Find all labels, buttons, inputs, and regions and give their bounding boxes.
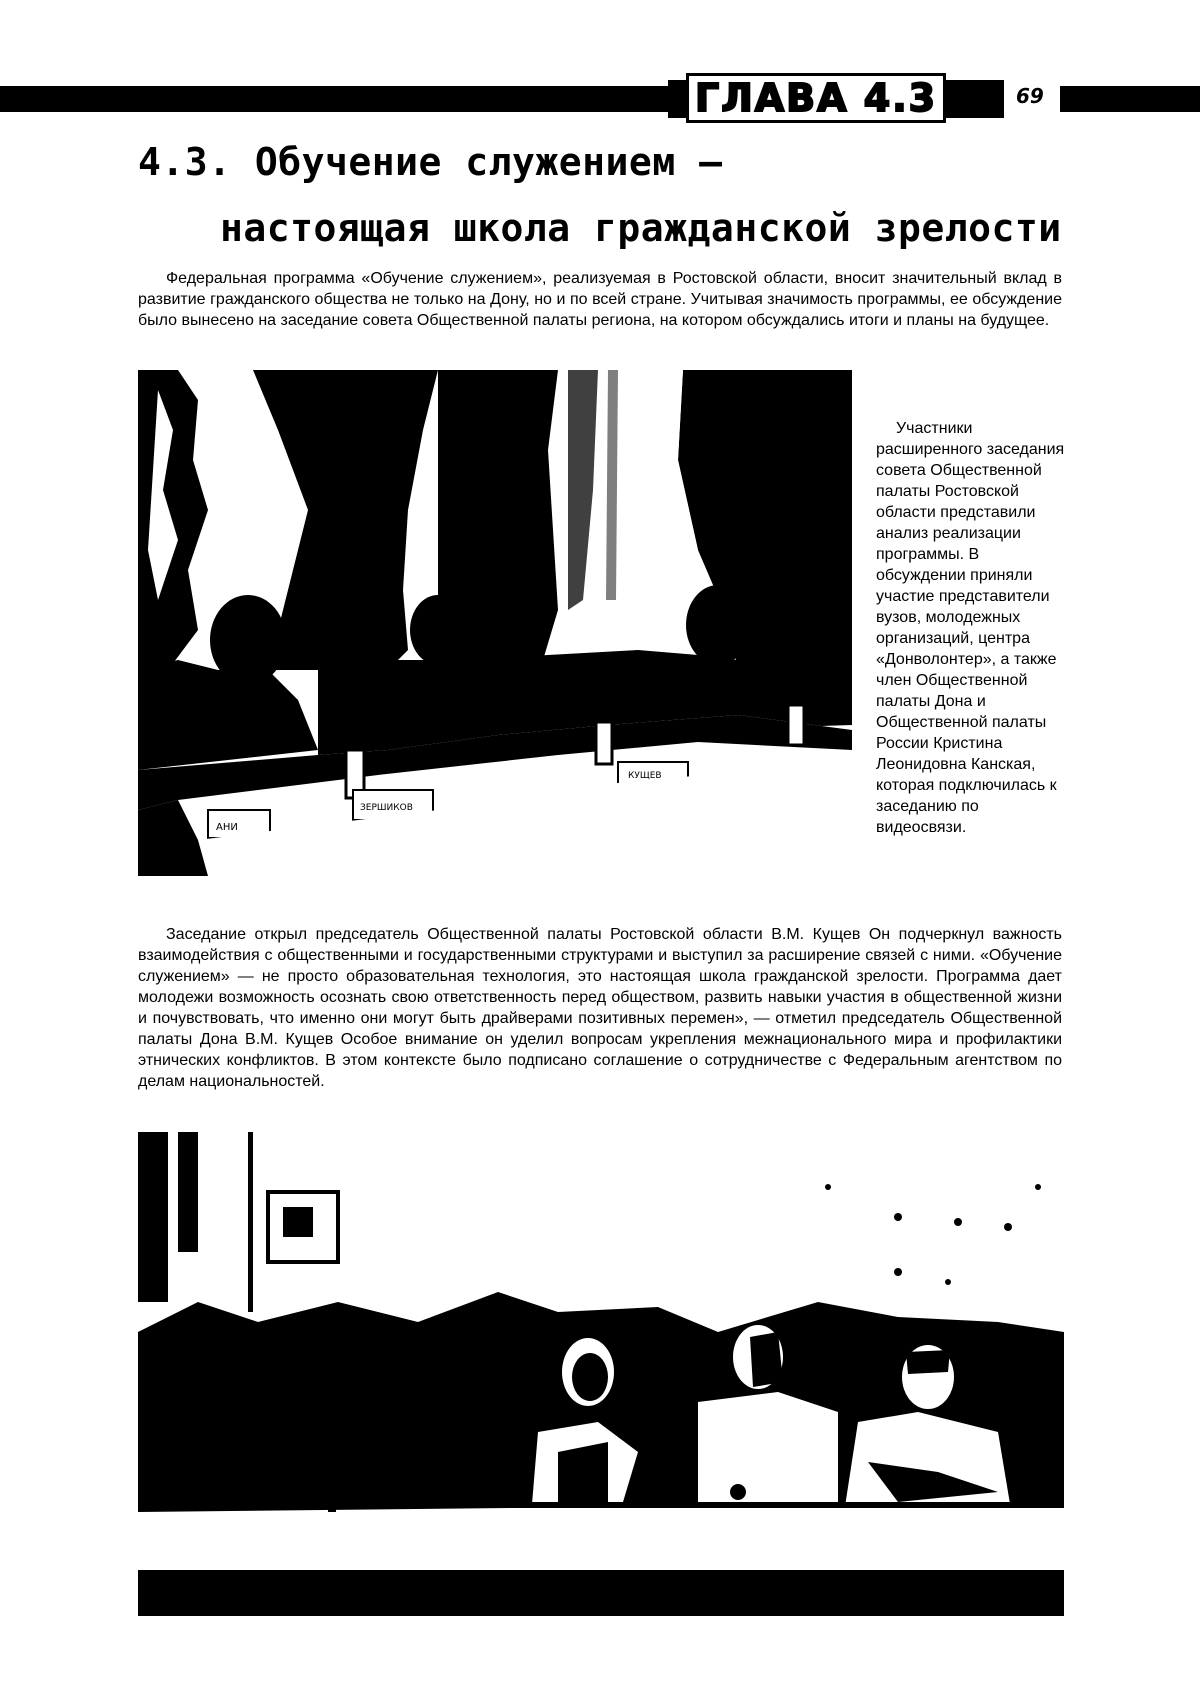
article-title-line2: настоящая школа гражданской зрелости: [220, 206, 1062, 250]
nameplate-left: АНИ: [216, 822, 238, 833]
meeting-photo-2: [138, 1132, 1064, 1616]
page-number: 69: [1016, 84, 1044, 108]
article-title-line1: 4.3. Обучение служением –: [138, 140, 723, 184]
meeting-photo-1: [138, 370, 852, 876]
paragraph-main: Заседание открыл председатель Общественной палаты Ростовской области В.М. Кущев Он подчеркнул важность взаимодействия с общественными и государственными структурами и выступил за расширение связей с ними. «Обучение служением» — не просто образовательная технология, это настоящая школа гражданской зрелости. Программа дает молодежи возможность осознать свою ответственность перед обществом, развить навыки участия в общественной жизни и почувствовать, что именно они могут быть драйверами позитивных перемен», — отметил председатель Общественной палаты Дона В.М. Кущев Особое внимание он уделил вопросам укрепления межнационального мира и профилактики этнических конфликтов. В этом контексте было подписано соглашение о сотрудничестве с Федеральным агентством по делам национальностей.: [138, 926, 1062, 1090]
nameplate-right: КУЩЕВ: [628, 771, 662, 781]
photo-caption: Участники расширенного заседания совета Общественной палаты Ростовской области представили анализ реализации программы. В обсуждении приняли участие представители вузов, молодежных организаций, центра «Донволонтер», а также член Общественной палаты Дона и Общественной палаты России Кристина Леонидовна Канская, которая подключилась к заседанию по видеосвязи.: [876, 420, 1065, 836]
paragraph-intro: Федеральная программа «Обучение служением», реализуемая в Ростовской области, вносит значительный вклад в развитие гражданского общества не только на Дону, но и по всей стране. Учитывая значимость программы, ее обсуждение было вынесено на заседание совета Общественной палаты региона, на котором обсуждались итоги и планы на будущее.: [138, 270, 1062, 329]
nameplate-mid: ЗЕРШИКОВ: [360, 803, 413, 813]
chapter-label: ГЛАВА 4.3: [686, 76, 946, 120]
footer-bar: [138, 1570, 1064, 1616]
